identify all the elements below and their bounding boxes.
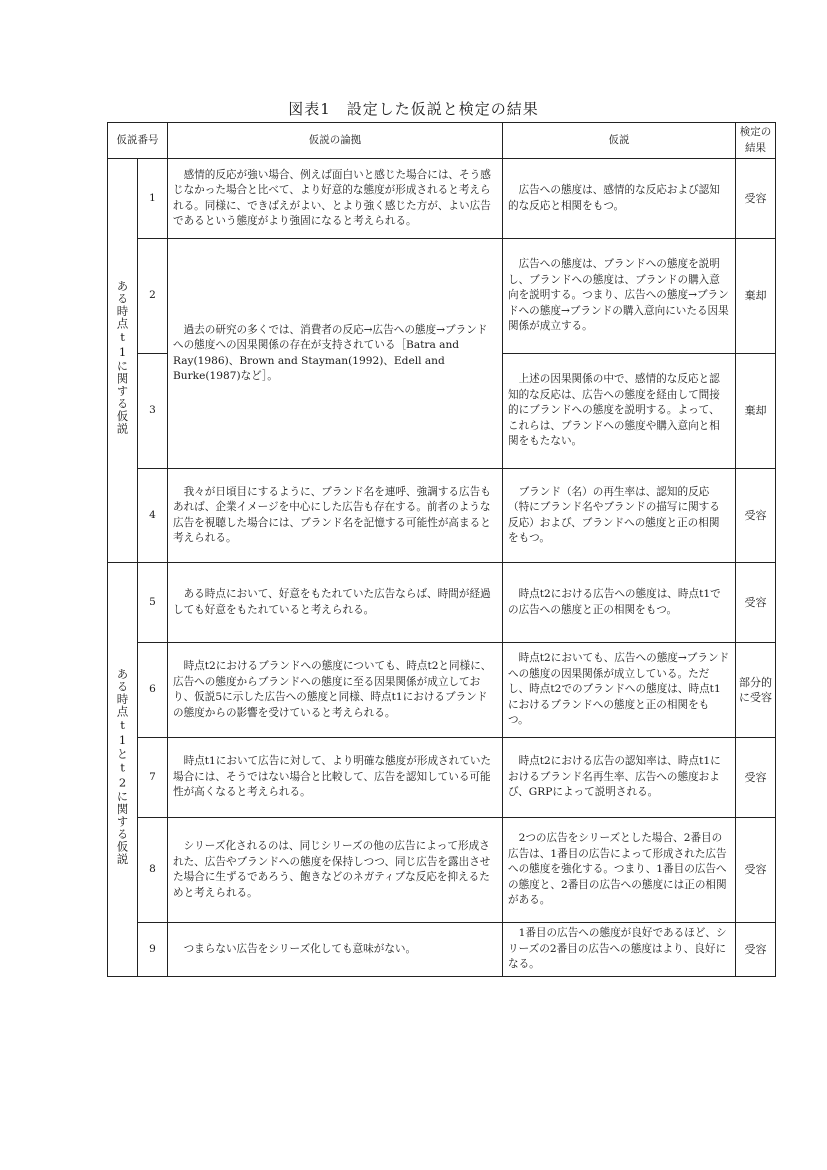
result-cell: 受容 <box>736 738 776 818</box>
result-cell: 棄却 <box>736 239 776 354</box>
rationale-cell: 感情的反応が強い場合、例えば面白いと感じた場合には、そう感じなかった場合と比べて、より好意的な態度が形成されると考えられる。同様に、できばえがよい、とより強く感じた方が、よい広告であるという態度がより強固になると考えられる。 <box>168 159 503 239</box>
header-hypothesis: 仮説 <box>503 123 736 159</box>
table-row <box>108 923 776 977</box>
hypothesis-number: 1 <box>138 159 168 239</box>
table-header-row <box>108 123 776 159</box>
result-cell: 受容 <box>736 818 776 923</box>
rationale-cell: 過去の研究の多くでは、消費者の反応→広告への態度→ブランドへの態度への因果関係の存在が支持されている［Batra and Ray(1986)、Brown and Stayman(1992)、Edell and Burke(1987)など］。 <box>168 239 503 469</box>
table-row <box>108 563 776 643</box>
hypothesis-number: 9 <box>138 923 168 977</box>
hypothesis-cell: 時点t2においても、広告への態度→ブランドへの態度の因果関係が成立している。ただし、時点t2でのブランドへの態度は、時点t1におけるブランドへの態度と正の相関をもつ。 <box>503 643 736 738</box>
hypothesis-cell: 広告への態度は、ブランドへの態度を説明し、ブランドへの態度は、ブランドの購入意向を説明する。つまり、広告への態度→ブランドへの態度→ブランドの購入意向にいたる因果関係が成立する。 <box>503 239 736 354</box>
hypothesis-number: 2 <box>138 239 168 354</box>
hypothesis-cell: 時点t2における広告の認知率は、時点t1におけるブランド名再生率、広告への態度および、GRPによって説明される。 <box>503 738 736 818</box>
hypothesis-table <box>107 122 776 977</box>
header-rationale: 仮説の論拠 <box>168 123 503 159</box>
table-row <box>108 469 776 563</box>
rationale-cell: シリーズ化されるのは、同じシリーズの他の広告によって形成された、広告やブランドへの態度を保持しつつ、同じ広告を露出させた場合に生ずるであろう、飽きなどのネガティブな反応を抑えるためと考えられる。 <box>168 818 503 923</box>
hypothesis-cell: 2つの広告をシリーズとした場合、2番目の広告は、1番目の広告によって形成された広告への態度を強化する。つまり、1番目の広告への態度と、2番目の広告への態度には正の相関がある。 <box>503 818 736 923</box>
hypothesis-number: 7 <box>138 738 168 818</box>
rationale-cell: 時点t1において広告に対して、より明確な態度が形成されていた場合には、そうではない場合と比較して、広告を認知している可能性が高くなると考えられる。 <box>168 738 503 818</box>
group-label: ある時点t1に関する仮説 <box>115 280 130 436</box>
rationale-cell: 時点t2におけるブランドへの態度についても、時点t2と同様に、広告への態度からブランドへの態度に至る因果関係が成立しており、仮説5に示した広告への態度と同様、時点t1におけるブランドの態度からの影響を受けていると考えられる。 <box>168 643 503 738</box>
table-row <box>108 239 776 354</box>
result-cell: 棄却 <box>736 354 776 469</box>
hypothesis-number: 6 <box>138 643 168 738</box>
rationale-cell: つまらない広告をシリーズ化しても意味がない。 <box>168 923 503 977</box>
header-result: 検定の結果 <box>736 123 776 159</box>
result-cell: 受容 <box>736 923 776 977</box>
rationale-cell: 我々が日頃目にするように、ブランド名を連呼、強調する広告もあれば、企業イメージを中心にした広告も存在する。前者のような広告を視聴した場合には、ブランド名を記憶する可能性が高まると考えられる。 <box>168 469 503 563</box>
hypothesis-cell: 広告への態度は、感情的な反応および認知的な反応と相関をもつ。 <box>503 159 736 239</box>
hypothesis-cell: 上述の因果関係の中で、感情的な反応と認知的な反応は、広告への態度を経由して間接的にブランドへの態度を説明する。よって、これらは、ブランドへの態度や購入意向と相関をもたない。 <box>503 354 736 469</box>
table-row <box>108 159 776 239</box>
result-cell: 受容 <box>736 159 776 239</box>
rationale-cell: ある時点において、好意をもたれていた広告ならば、時間が経過しても好意をもたれていると考えられる。 <box>168 563 503 643</box>
hypothesis-cell: 1番目の広告への態度が良好であるほど、シリーズの2番目の広告への態度はより、良好になる。 <box>503 923 736 977</box>
hypothesis-number: 5 <box>138 563 168 643</box>
group-label-cell <box>108 563 138 977</box>
group-label: ある時点t1とt2に関する仮説 <box>115 667 130 866</box>
table-title: 図表1 設定した仮説と検定の結果 <box>288 100 539 118</box>
hypothesis-number: 8 <box>138 818 168 923</box>
group-label-cell <box>108 159 138 563</box>
table-row <box>108 818 776 923</box>
table-row <box>108 643 776 738</box>
header-number: 仮説番号 <box>108 123 168 159</box>
hypothesis-cell: ブランド（名）の再生率は、認知的反応（特にブランド名やブランドの描写に関する反応）および、ブランドへの態度と正の相関をもつ。 <box>503 469 736 563</box>
result-cell: 部分的に受容 <box>736 643 776 738</box>
table-row <box>108 738 776 818</box>
hypothesis-number: 4 <box>138 469 168 563</box>
result-cell: 受容 <box>736 469 776 563</box>
hypothesis-number: 3 <box>138 354 168 469</box>
result-cell: 受容 <box>736 563 776 643</box>
hypothesis-cell: 時点t2における広告への態度は、時点t1での広告への態度と正の相関をもつ。 <box>503 563 736 643</box>
